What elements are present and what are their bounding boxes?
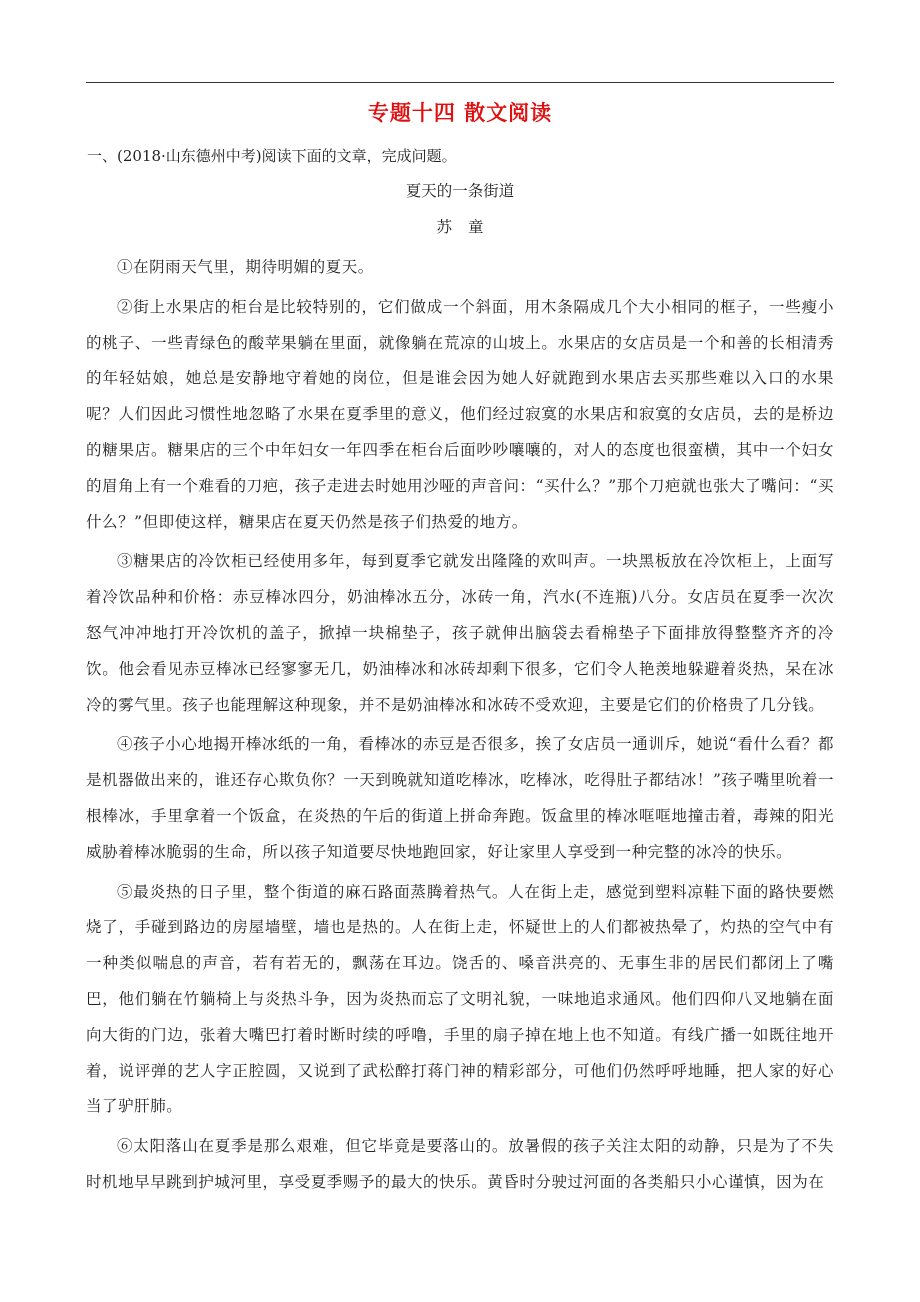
article-author: 苏童 — [436, 218, 500, 236]
header-rule — [86, 82, 834, 83]
article-body — [86, 250, 834, 1205]
article-title: 夏天的一条街道 — [405, 182, 515, 200]
paragraph-6: ⑥太阳落山在夏季是那么艰难，但它毕竟是要落山的。放暑假的孩子关注太阳的动静，只是为了不失时机地早早跳到护城河里，享受夏季赐予的最大的快乐。黄昏时分驶过河面的各类船只小心谨慎，因为在 — [86, 1137, 834, 1191]
paragraph-2: ②街上水果店的柜台是比较特别的，它们做成一个斜面，用木条隔成几个大小相同的框子，一些瘦小的桃子、一些青绿色的酸苹果躺在里面，就像躺在荒凉的山坡上。水果店的女店员是一个和善的长相清秀的年轻姑娘，她总是安静地守着她的岗位，但是谁会因为她人好就跑到水果店去买那些难以入口的水果呢？人们因此习惯性地忽略了水果在夏季里的意义，他们经过寂寞的水果店和寂寞的女店员，去的是桥边的糖果店。糖果店的三个中年妇女一年四季在柜台后面吵吵嚷嚷的，对人的态度也很蛮横，其中一个妇女的眉角上有一个难看的刀疤，孩子走进去时她用沙哑的声音问：“买什么？”那个刀疤就也张大了嘴问：“买什么？”但即使这样，糖果店在夏天仍然是孩子们热爱的地方。 — [86, 297, 834, 531]
document-title: 专题十四 散文阅读 — [367, 101, 553, 125]
paragraph-1: ①在阴雨天气里，期待明媚的夏天。 — [117, 258, 374, 276]
paragraph-4: ④孩子小心地揭开棒冰纸的一角，看棒冰的赤豆是否很多，挨了女店员一通训斥，她说“看什么看？都是机器做出来的，谁还存心欺负你？一天到晚就知道吃棒冰，吃棒冰，吃得肚子都结冰！”孩子嘴里吮着一根棒冰，手里拿着一个饭盒，在炎热的午后的街道上拼命奔跑。饭盒里的棒冰哐哐地撞击着，毒辣的阳光威胁着棒冰脆弱的生命，所以孩子知道要尽快地跑回家，好让家里人享受到一种完整的冰冷的快乐。 — [86, 735, 834, 861]
paragraph-5: ⑤最炎热的日子里，整个街道的麻石路面蒸腾着热气。人在街上走，感觉到塑料凉鞋下面的路快要燃烧了，手碰到路边的房屋墙壁，墙也是热的。人在街上走，怀疑世上的人们都被热晕了，灼热的空气中有一种类似喘息的声音，若有若无的，飘荡在耳边。饶舌的、嗓音洪亮的、无事生非的居民们都闭上了嘴巴，他们躺在竹躺椅上与炎热斗争，因为炎热而忘了文明礼貌，一味地追求通风。他们四仰八叉地躺在面向大街的门边，张着大嘴巴打着时断时续的呼噜，手里的扇子掉在地上也不知道。有线广播一如既往地开着，说评弹的艺人字正腔圆，又说到了武松醉打蒋门神的精彩部分，可他们仍然呼呼地睡，把人家的好心当了驴肝肺。 — [86, 882, 834, 1116]
paragraph-3: ③糖果店的冷饮柜已经使用多年，每到夏季它就发出隆隆的欢叫声。一块黑板放在冷饮柜上，上面写着冷饮品种和价格：赤豆棒冰四分，奶油棒冰五分，冰砖一角，汽水(不连瓶)八分。女店员在夏季一次次怒气冲冲地打开冷饮机的盖子，掀掉一块棉垫子，孩子就伸出脑袋去看棉垫子下面排放得整整齐齐的冷饮。他会看见赤豆棒冰已经寥寥无几，奶油棒冰和冰砖却剩下很多，它们令人艳羡地躲避着炎热，呆在冰冷的雾气里。孩子也能理解这种现象，并不是奶油棒冰和冰砖不受欢迎，主要是它们的价格贵了几分钱。 — [86, 552, 834, 714]
question-header: 一、(2018·山东德州中考)阅读下面的文章，完成问题。 — [87, 147, 457, 165]
